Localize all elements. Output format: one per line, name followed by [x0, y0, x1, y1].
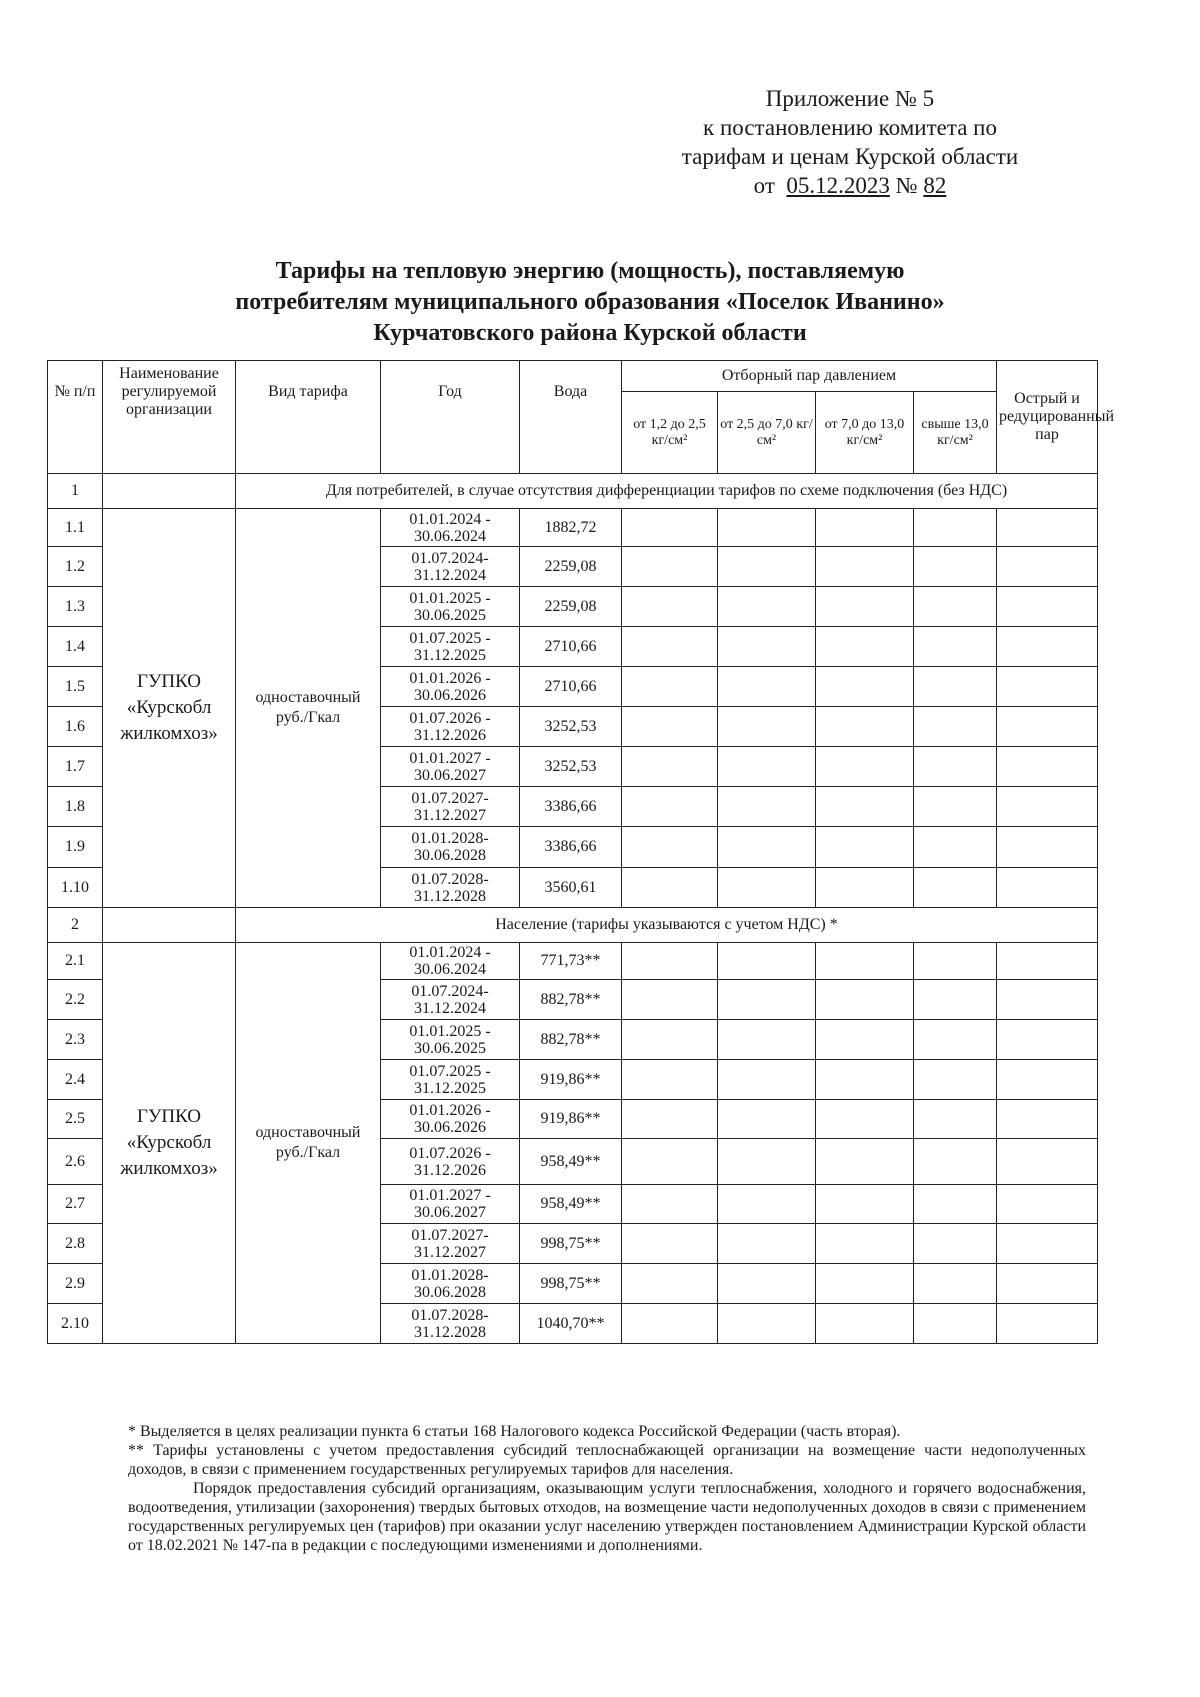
- appendix-line-2: к постановлению комитета по: [703, 115, 997, 140]
- empty-cell: [622, 827, 718, 868]
- header-year: Год: [381, 361, 520, 474]
- appendix-line-1: Приложение № 5: [765, 86, 935, 111]
- footnote-paragraph: Порядок предоставления субсидий организациям, оказывающим услуги теплоснабжения, холодного и горячего водоснабжения, водоотведения, утилизации (захоронения) твердых бытовых отходов, на возмещение части недополученных доходов в связи с применением государственных регулируемых цен (тарифов) при оказании услуг населению утвержден постановлением Администрации Курской области от 18.02.2021 № 147-па в редакции с последующими изменениями и дополнениями.: [128, 1480, 1086, 1554]
- empty-cell: [997, 509, 1098, 547]
- row-number: 2.5: [48, 1100, 103, 1139]
- empty-cell: [914, 1224, 997, 1264]
- empty-cell: [816, 868, 914, 908]
- empty-cell: [914, 1139, 997, 1185]
- row-number: 1.2: [48, 547, 103, 587]
- row-number: 1.6: [48, 707, 103, 747]
- empty-cell: [622, 1020, 718, 1060]
- empty-cell: [816, 547, 914, 587]
- period-cell: 01.07.2025 - 31.12.2025: [381, 1060, 520, 1100]
- title-line-3: Курчатовского района Курской области: [373, 320, 807, 346]
- empty-cell: [718, 1185, 816, 1224]
- empty-cell: [718, 707, 816, 747]
- empty-cell: [816, 627, 914, 667]
- empty-cell: [914, 587, 997, 627]
- water-tariff: 998,75**: [520, 1264, 622, 1304]
- section-label: Население (тарифы указываются с учетом НДС) *: [236, 908, 1098, 943]
- empty-cell: [816, 787, 914, 827]
- empty-cell: [718, 980, 816, 1020]
- period-cell: 01.07.2028- 31.12.2028: [381, 868, 520, 908]
- empty-cell: [718, 827, 816, 868]
- empty-cell: [718, 1224, 816, 1264]
- empty-cell: [997, 1185, 1098, 1224]
- appendix-date: 05.12.2023: [786, 173, 890, 198]
- empty-cell: [622, 667, 718, 707]
- period-cell: 01.01.2028- 30.06.2028: [381, 1264, 520, 1304]
- water-tariff: 3252,53: [520, 747, 622, 787]
- empty-cell: [914, 1020, 997, 1060]
- period-cell: 01.01.2024 - 30.06.2024: [381, 509, 520, 547]
- empty-cell: [914, 868, 997, 908]
- empty-cell: [622, 1264, 718, 1304]
- empty-cell: [914, 1185, 997, 1224]
- period-cell: 01.07.2027- 31.12.2027: [381, 787, 520, 827]
- period-cell: 01.01.2027 - 30.06.2027: [381, 1185, 520, 1224]
- period-cell: 01.01.2024 - 30.06.2024: [381, 943, 520, 980]
- appendix-number: 82: [923, 173, 947, 198]
- row-number: 1.1: [48, 509, 103, 547]
- empty-cell: [718, 943, 816, 980]
- water-tariff: 919,86**: [520, 1060, 622, 1100]
- empty-cell: [718, 667, 816, 707]
- empty-cell: [997, 707, 1098, 747]
- empty-cell: [816, 587, 914, 627]
- water-tariff: 2259,08: [520, 547, 622, 587]
- water-tariff: 1040,70**: [520, 1304, 622, 1344]
- empty-cell: [914, 1264, 997, 1304]
- row-number: 2.8: [48, 1224, 103, 1264]
- document-title: [160, 256, 1020, 349]
- empty-cell: [914, 707, 997, 747]
- empty-cell: [718, 1060, 816, 1100]
- empty-cell: [997, 547, 1098, 587]
- empty-cell: [997, 1060, 1098, 1100]
- empty-cell: [997, 1264, 1098, 1304]
- empty-cell: [718, 787, 816, 827]
- empty-cell: [622, 1060, 718, 1100]
- header-steam-1: от 1,2 до 2,5 кг/см²: [622, 392, 718, 474]
- tariff-type: одноставочный руб./Гкал: [236, 509, 381, 908]
- header-steam-2: от 2,5 до 7,0 кг/см²: [718, 392, 816, 474]
- appendix-header: [620, 84, 1080, 200]
- row-number: 2.1: [48, 943, 103, 980]
- section-blank: [103, 474, 236, 509]
- empty-cell: [997, 667, 1098, 707]
- empty-cell: [997, 1139, 1098, 1185]
- empty-cell: [718, 1264, 816, 1304]
- row-number: 2.7: [48, 1185, 103, 1224]
- empty-cell: [622, 1100, 718, 1139]
- empty-cell: [914, 1304, 997, 1344]
- row-number: 2.4: [48, 1060, 103, 1100]
- table-header: [48, 361, 1115, 474]
- water-tariff: 2259,08: [520, 587, 622, 627]
- empty-cell: [816, 1100, 914, 1139]
- section-row: [48, 908, 1098, 943]
- empty-cell: [816, 1224, 914, 1264]
- empty-cell: [622, 1185, 718, 1224]
- empty-cell: [816, 1060, 914, 1100]
- empty-cell: [914, 747, 997, 787]
- footnotes: [128, 1422, 1086, 1555]
- water-tariff: 958,49**: [520, 1185, 622, 1224]
- empty-cell: [718, 627, 816, 667]
- empty-cell: [718, 587, 816, 627]
- row-number: 1.3: [48, 587, 103, 627]
- header-steam-group: Отборный пар давлением: [622, 361, 997, 392]
- row-number: 2.3: [48, 1020, 103, 1060]
- water-tariff: 998,75**: [520, 1224, 622, 1264]
- empty-cell: [997, 627, 1098, 667]
- empty-cell: [622, 943, 718, 980]
- empty-cell: [622, 1224, 718, 1264]
- empty-cell: [816, 827, 914, 868]
- period-cell: 01.01.2026 - 30.06.2026: [381, 667, 520, 707]
- empty-cell: [997, 587, 1098, 627]
- empty-cell: [914, 667, 997, 707]
- empty-cell: [997, 980, 1098, 1020]
- empty-cell: [718, 509, 816, 547]
- title-line-1: Тарифы на тепловую энергию (мощность), поставляемую: [275, 258, 905, 284]
- period-cell: 01.01.2025 - 30.06.2025: [381, 587, 520, 627]
- empty-cell: [914, 547, 997, 587]
- tariffs-table: [47, 360, 1115, 1344]
- empty-cell: [914, 509, 997, 547]
- organization-name: ГУПКО «Курскобл жилкомхоз»: [103, 943, 236, 1344]
- water-tariff: 958,49**: [520, 1139, 622, 1185]
- empty-cell: [997, 868, 1098, 908]
- water-tariff: 1882,72: [520, 509, 622, 547]
- empty-cell: [718, 1304, 816, 1344]
- empty-cell: [997, 943, 1098, 980]
- empty-cell: [718, 868, 816, 908]
- row-number: 2.9: [48, 1264, 103, 1304]
- row-number: 1.7: [48, 747, 103, 787]
- empty-cell: [622, 707, 718, 747]
- empty-cell: [816, 509, 914, 547]
- section-label: Для потребителей, в случае отсутствия дифференциации тарифов по схеме подключения (без НДС): [236, 474, 1098, 509]
- water-tariff: 882,78**: [520, 980, 622, 1020]
- empty-cell: [997, 1304, 1098, 1344]
- row-number: 1.4: [48, 627, 103, 667]
- appendix-line-3: тарифам и ценам Курской области: [681, 144, 1019, 169]
- empty-cell: [997, 747, 1098, 787]
- empty-cell: [622, 509, 718, 547]
- organization-name: ГУПКО «Курскобл жилкомхоз»: [103, 509, 236, 908]
- empty-cell: [622, 547, 718, 587]
- section-row: [48, 474, 1098, 509]
- empty-cell: [816, 980, 914, 1020]
- water-tariff: 3252,53: [520, 707, 622, 747]
- water-tariff: 2710,66: [520, 627, 622, 667]
- section-number: 1: [48, 474, 103, 509]
- row-number: 2.6: [48, 1139, 103, 1185]
- period-cell: 01.07.2026 - 31.12.2026: [381, 1139, 520, 1185]
- footnote-2: ** Тарифы установлены с учетом предоставления субсидий теплоснабжающей организации на возмещение части недополученных доходов, в связи с применением государственных регулируемых тарифов для населения.: [128, 1442, 1086, 1478]
- header-org: Наименование регулируемой организации: [103, 361, 236, 474]
- empty-cell: [718, 1020, 816, 1060]
- footnote-1: * Выделяется в целях реализации пункта 6 статьи 168 Налогового кодекса Российской Федерации (часть вторая).: [128, 1423, 901, 1440]
- empty-cell: [622, 1304, 718, 1344]
- appendix-number-label: №: [895, 173, 918, 198]
- empty-cell: [718, 1100, 816, 1139]
- empty-cell: [914, 787, 997, 827]
- empty-cell: [997, 1020, 1098, 1060]
- empty-cell: [914, 943, 997, 980]
- header-water: Вода: [520, 361, 622, 474]
- empty-cell: [718, 547, 816, 587]
- empty-cell: [914, 1060, 997, 1100]
- table-row: [48, 509, 1098, 547]
- header-num: № п/п: [48, 361, 103, 474]
- water-tariff: 3560,61: [520, 868, 622, 908]
- empty-cell: [622, 980, 718, 1020]
- empty-cell: [997, 1100, 1098, 1139]
- empty-cell: [622, 587, 718, 627]
- water-tariff: 3386,66: [520, 827, 622, 868]
- appendix-date-line: [620, 171, 1080, 200]
- water-tariff: 882,78**: [520, 1020, 622, 1060]
- period-cell: 01.07.2027- 31.12.2027: [381, 1224, 520, 1264]
- empty-cell: [816, 1139, 914, 1185]
- empty-cell: [914, 1100, 997, 1139]
- water-tariff: 771,73**: [520, 943, 622, 980]
- empty-cell: [816, 707, 914, 747]
- empty-cell: [622, 1139, 718, 1185]
- row-number: 1.10: [48, 868, 103, 908]
- empty-cell: [816, 667, 914, 707]
- empty-cell: [997, 827, 1098, 868]
- header-steam-3: от 7,0 до 13,0 кг/см²: [816, 392, 914, 474]
- header-tariff-type: Вид тарифа: [236, 361, 381, 474]
- empty-cell: [997, 1224, 1098, 1264]
- row-number: 1.9: [48, 827, 103, 868]
- empty-cell: [997, 787, 1098, 827]
- period-cell: 01.01.2027 - 30.06.2027: [381, 747, 520, 787]
- period-cell: 01.01.2025 - 30.06.2025: [381, 1020, 520, 1060]
- period-cell: 01.07.2024- 31.12.2024: [381, 980, 520, 1020]
- table-row: [48, 943, 1098, 980]
- water-tariff: 3386,66: [520, 787, 622, 827]
- period-cell: 01.07.2024- 31.12.2024: [381, 547, 520, 587]
- header-steam-4: свыше 13,0 кг/см²: [914, 392, 997, 474]
- water-tariff: 2710,66: [520, 667, 622, 707]
- empty-cell: [622, 747, 718, 787]
- period-cell: 01.07.2025 - 31.12.2025: [381, 627, 520, 667]
- water-tariff: 919,86**: [520, 1100, 622, 1139]
- period-cell: 01.01.2028- 30.06.2028: [381, 827, 520, 868]
- section-blank: [103, 908, 236, 943]
- empty-cell: [718, 747, 816, 787]
- empty-cell: [816, 1020, 914, 1060]
- empty-cell: [816, 1264, 914, 1304]
- row-number: 1.5: [48, 667, 103, 707]
- period-cell: 01.07.2028- 31.12.2028: [381, 1304, 520, 1344]
- row-number: 1.8: [48, 787, 103, 827]
- empty-cell: [816, 747, 914, 787]
- period-cell: 01.01.2026 - 30.06.2026: [381, 1100, 520, 1139]
- empty-cell: [914, 827, 997, 868]
- tariff-type: одноставочный руб./Гкал: [236, 943, 381, 1344]
- header-sharp-steam: Острый и редуцированный пар: [997, 361, 1098, 474]
- empty-cell: [816, 1304, 914, 1344]
- empty-cell: [914, 627, 997, 667]
- row-number: 2.10: [48, 1304, 103, 1344]
- empty-cell: [816, 943, 914, 980]
- appendix-from-label: от: [753, 173, 775, 198]
- row-number: 2.2: [48, 980, 103, 1020]
- empty-cell: [914, 980, 997, 1020]
- empty-cell: [718, 1139, 816, 1185]
- empty-cell: [622, 627, 718, 667]
- empty-cell: [622, 787, 718, 827]
- empty-cell: [622, 868, 718, 908]
- empty-cell: [816, 1185, 914, 1224]
- table-body: [48, 474, 1098, 1344]
- period-cell: 01.07.2026 - 31.12.2026: [381, 707, 520, 747]
- title-line-2: потребителям муниципального образования «Поселок Иванино»: [235, 289, 945, 315]
- section-number: 2: [48, 908, 103, 943]
